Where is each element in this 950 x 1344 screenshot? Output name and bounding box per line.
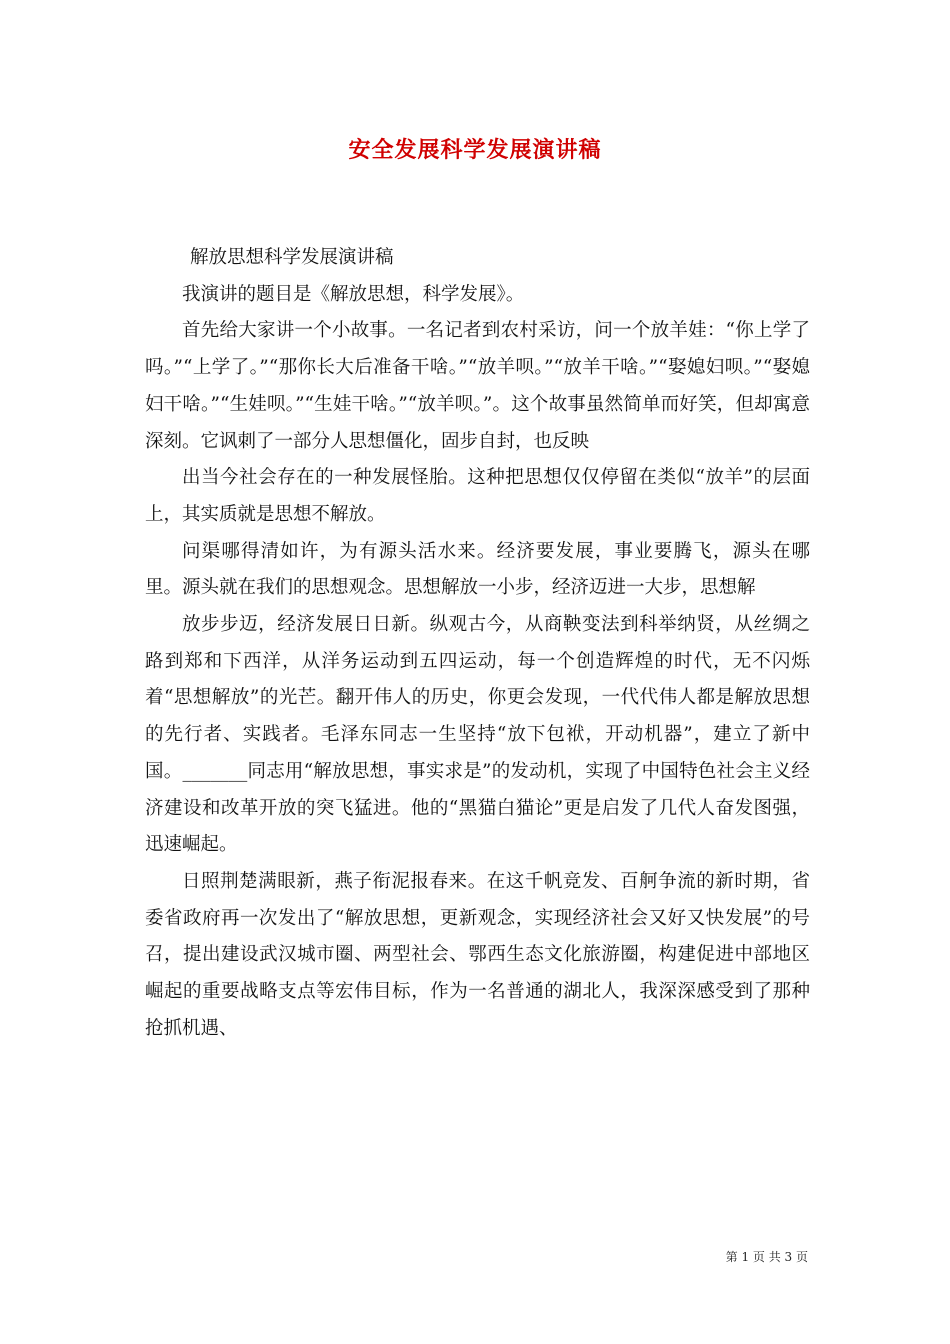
- document-body: [145, 240, 810, 1047]
- paragraph: 出当今社会存在的一种发展怪胎。这种把思想仅仅停留在类似“放羊”的层面上，其实质就是思想不解放。: [145, 467, 810, 525]
- paragraph-subtitle: 解放思想科学发展演讲稿: [190, 247, 394, 268]
- document-title: 安全发展科学发展演讲稿: [348, 137, 602, 163]
- paragraph: 放步步迈，经济发展日日新。纵观古今，从商鞅变法到科举纳贤，从丝绸之路到郑和下西洋，从洋务运动到五四运动，每一个创造辉煌的时代，无不闪烁着“思想解放”的光芒。翻开伟人的历史，你更会发现，一代代伟人都是解放思想的先行者、实践者。毛泽东同志一生坚持“放下包袱，开动机器”，建立了新中国。_______同志用“解放思想，事实求是”的发动机，实现了中国特色社会主义经济建设和改革开放的突飞猛进。他的“黑猫白猫论”更是启发了几代人奋发图强，迅速崛起。: [145, 614, 810, 856]
- paragraph: 日照荆楚满眼新，燕子衔泥报春来。在这千帆竞发、百舸争流的新时期，省委省政府再一次发出了“解放思想，更新观念，实现经济社会又好又快发展”的号召，提出建设武汉城市圈、两型社会、鄂西生态文化旅游圈，构建促进中部地区崛起的重要战略支点等宏伟目标，作为一名普通的湖北人，我深深感受到了那种抢抓机遇、: [145, 870, 810, 1039]
- page-number: 第 1 页 共 3 页: [725, 1250, 808, 1264]
- paragraph: 首先给大家讲一个小故事。一名记者到农村采访，问一个放羊娃：“你上学了吗。”“上学了。”“那你长大后准备干啥。”“放羊呗。”“放羊干啥。”“娶媳妇呗。”“娶媳妇干啥。”“生娃呗。”“生娃干啥。”“放羊呗。”。这个故事虽然简单而好笑，但却寓意深刻。它讽刺了一部分人思想僵化，固步自封，也反映: [145, 320, 810, 452]
- paragraph: 问渠哪得清如许，为有源头活水来。经济要发展，事业要腾飞，源头在哪里。源头就在我们的思想观念。思想解放一小步，经济迈进一大步，思想解: [145, 540, 810, 599]
- paragraph: 我演讲的题目是《解放思想，科学发展》。: [182, 283, 525, 305]
